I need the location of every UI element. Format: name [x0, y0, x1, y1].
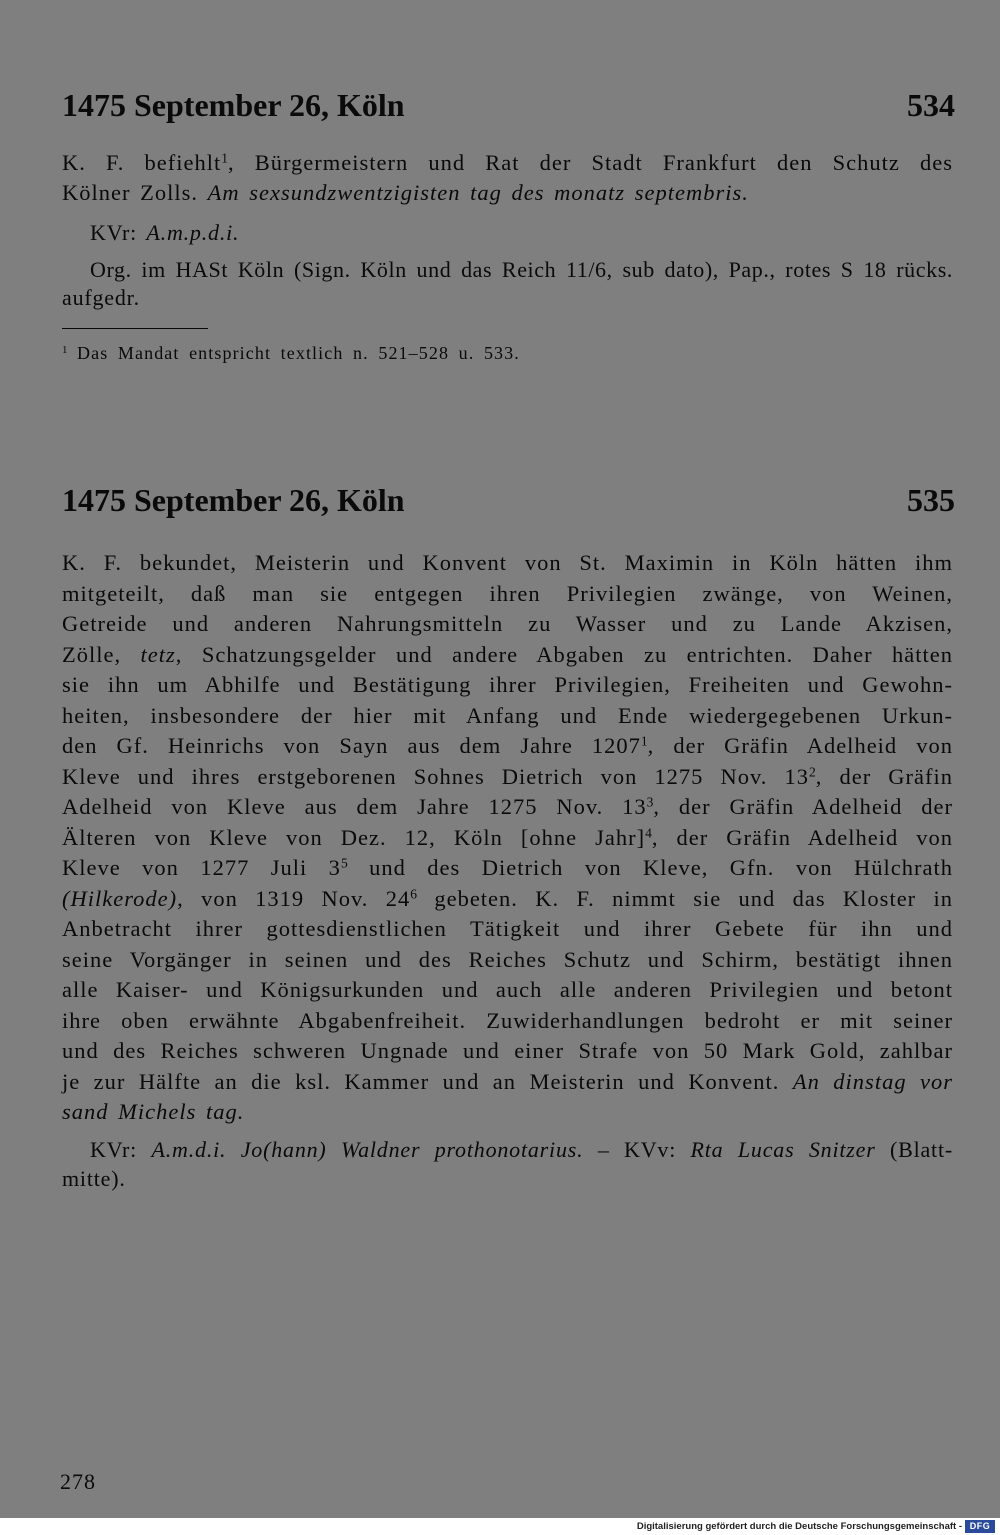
- text-run: , Bürgermeistern und Rat der Stadt Frankfurt den Schutz des: [227, 150, 953, 175]
- text-run: , der Gräfin Adelheid von: [651, 824, 953, 850]
- text-line: [62, 701, 953, 732]
- text-run: und des Reiches schweren Ungnade und einer Strafe von 50 Mark Gold, zahlbar: [62, 1038, 953, 1063]
- text-run: , der Gräfin: [815, 763, 954, 789]
- text-run: Kölner Zolls.: [62, 180, 208, 205]
- text-run: heiten, insbesondere der hier mit Anfang und Ende wiedergegebenen Urkun-: [62, 702, 953, 728]
- footnote-ref: 4: [645, 825, 652, 841]
- text-run: K. F. befiehlt: [62, 150, 222, 175]
- text-line: [62, 914, 953, 945]
- page-number: 278: [60, 1469, 96, 1494]
- text-line: [62, 148, 953, 178]
- italic-text: Rta Lucas Snitzer: [690, 1137, 876, 1162]
- footnote-ref: 1: [640, 733, 648, 749]
- text-run: K. F. bekundet, Meisterin und Konvent von St. Maximin in Köln hätten ihm: [62, 550, 953, 575]
- footnote-ref: 1: [62, 344, 68, 357]
- text-run: Das Mandat entspricht textlich n. 521–528 u. 533.: [67, 343, 520, 363]
- text-run: ihre oben erwähnte Abgabenfreiheit. Zuwiderhandlungen bedroht er mit seiner: [62, 1007, 953, 1033]
- footnote-ref: 2: [809, 764, 816, 780]
- entry-date: 1475 September 26, Köln: [62, 482, 405, 518]
- text-line: [62, 853, 953, 884]
- signature-note: [62, 219, 953, 247]
- text-line: [62, 1135, 953, 1164]
- italic-text: A.m.p.d.i.: [146, 220, 240, 245]
- footnote-ref: 5: [340, 855, 348, 871]
- footnote-ref: 6: [410, 886, 417, 902]
- text-line: [62, 884, 953, 915]
- text-line: [62, 975, 953, 1006]
- text-line: [62, 762, 953, 793]
- text-line: [62, 945, 953, 976]
- italic-text: A.m.d.i. Jo(hann) Waldner prothonotarius.: [151, 1137, 584, 1162]
- text-line: [62, 1097, 953, 1128]
- text-run: Getreide und anderen Nahrungsmitteln zu Wasser und zu Lande Akzisen,: [62, 611, 953, 636]
- footnote-ref: 3: [646, 794, 654, 810]
- signature-note: [62, 1135, 953, 1193]
- footnote-ref: 1: [221, 150, 228, 166]
- text-line: [62, 256, 953, 284]
- text-run: Kleve und ihres erstgeborenen Sohnes Dietrich von 1275 Nov. 13: [62, 763, 810, 789]
- footer-credit: Digitalisierung gefördert durch die Deutsche Forschungsgemeinschaft -: [636, 1521, 962, 1532]
- text-line: [62, 219, 953, 247]
- text-line: [62, 670, 953, 701]
- text-run: (Blatt-: [875, 1137, 953, 1162]
- text-run: aufgedr.: [62, 285, 140, 310]
- italic-text: (Hilkerode): [62, 885, 178, 911]
- text-run: KVr:: [90, 1137, 152, 1162]
- text-line: [62, 284, 953, 312]
- italic-text: An dinstag vor: [792, 1068, 953, 1094]
- text-run: seine Vorgänger in seinen und des Reiches Schutz und Schirm, bestätigt ihnen: [62, 946, 953, 972]
- text-run: Kleve von 1277 Juli 3: [62, 855, 341, 880]
- italic-text: tetz: [140, 641, 176, 667]
- text-line: [62, 1164, 953, 1193]
- text-line: [62, 609, 953, 640]
- text-run: , der Gräfin Adelheid der: [653, 794, 953, 819]
- text-line: [62, 548, 953, 579]
- text-line: [62, 579, 953, 610]
- entry-date: 1475 September 26, Köln: [62, 87, 405, 123]
- text-run: – KVv:: [583, 1137, 691, 1162]
- text-run: , von 1319 Nov. 24: [177, 885, 411, 911]
- text-run: , der Gräfin Adelheid von: [647, 733, 954, 758]
- text-line: [62, 823, 953, 854]
- entry-heading-534: [62, 87, 955, 123]
- source-note: [62, 256, 953, 312]
- text-run: alle Kaiser- und Königsurkunden und auch alle anderen Privilegien und betont: [62, 977, 953, 1002]
- text-run: Anbetracht ihrer gottesdienstlichen Tätigkeit und ihrer Gebete für ihn und: [62, 916, 953, 941]
- text-run: Älteren von Kleve von Dez. 12, Köln [ohne Jahr]: [62, 824, 646, 850]
- footer-strip: [0, 1518, 1000, 1535]
- text-run: mitgeteilt, daß man sie entgegen ihren Privilegien zwänge, von Weinen,: [62, 580, 953, 606]
- text-run: gebeten. K. F. nimmt sie und das Kloster in: [417, 885, 954, 911]
- text-line: [62, 640, 953, 671]
- text-run: Zölle,: [62, 641, 141, 667]
- italic-text: Am sexsundzwentzigisten tag des monatz septembris.: [207, 180, 749, 205]
- text-run: mitte).: [62, 1166, 126, 1191]
- text-run: und des Dietrich von Kleve, Gfn. von Hülchrath: [347, 855, 953, 880]
- dfg-logo: DFG: [965, 1520, 995, 1533]
- text-line: [62, 1006, 953, 1037]
- text-run: Org. im HASt Köln (Sign. Köln und das Reich 11/6, sub dato), Pap., rotes S 18 rücks.: [90, 257, 953, 282]
- summary-paragraph: [62, 148, 953, 208]
- text-run: je zur Hälfte an die ksl. Kammer und an Meisterin und Konvent.: [62, 1068, 793, 1094]
- italic-text: sand Michels tag.: [62, 1099, 245, 1124]
- footnote: [62, 342, 953, 364]
- text-line: [62, 1067, 953, 1098]
- text-line: [62, 178, 953, 208]
- text-run: den Gf. Heinrichs von Sayn aus dem Jahre 1207: [62, 733, 641, 758]
- summary-paragraph: [62, 548, 953, 1128]
- text-line: [62, 731, 953, 762]
- entry-heading-535: [62, 482, 955, 518]
- text-run: sie ihn um Abhilfe und Bestätigung ihrer Privilegien, Freiheiten und Gewohn-: [62, 672, 953, 697]
- text-line: [62, 342, 953, 364]
- text-line: [62, 1036, 953, 1067]
- entry-number: 535: [907, 482, 955, 518]
- text-run: , Schatzungsgelder und andere Abgaben zu entrichten. Daher hätten: [175, 641, 954, 667]
- entry-number: 534: [907, 87, 955, 123]
- text-run: KVr:: [90, 220, 147, 245]
- text-line: [62, 792, 953, 823]
- footnote-rule: [62, 328, 208, 329]
- text-run: Adelheid von Kleve aus dem Jahre 1275 Nov. 13: [62, 794, 647, 819]
